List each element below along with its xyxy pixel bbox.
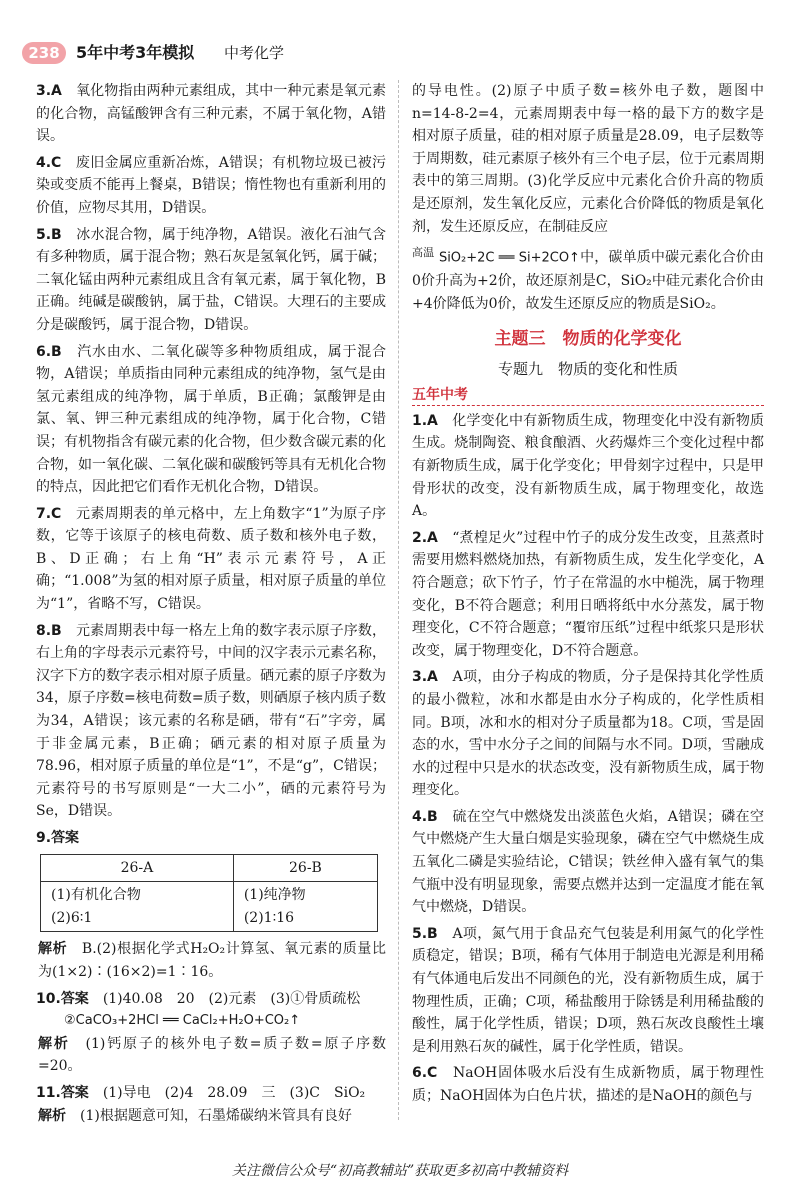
analysis-text: 的导电性。(2)原子中质子数=核外电子数，题图中n=14-8-2=4，元素周期表中每一格的最下方的数字是相对原子质量，硅的相对原子质量是28.09，电子层数等于周期数，硅元素原子核外有三个电子层，位于元素周期表中的第三周期。(3)化学反应中元素化合价升高的物质是还原剂，发生氧化反应，元素化合价降低的物质是氧化剂，发生还原反应，在制硅反应 — [412, 83, 764, 235]
answer-text: 硫在空气中燃烧发出淡蓝色火焰，A错误；磷在空气中燃烧产生大量白烟是实验现象，磷在空气中燃烧生成五氧化二磷是实验结论，C错误；铁丝伸入盛有氧气的集气瓶中没有明显现象，需要点燃并达到一定温度才能在氧气中燃烧，D错误。 — [412, 808, 765, 916]
answer-text: 汽水由水、二氧化碳等多种物质组成，属于混合物，A错误；单质指由同种元素组成的纯净物，氢气是由氢元素组成的纯净物，属于单质，B正确；氯酸钾是由氯、氧、钾三种元素组成的纯净物，属于化合物，C错误；有机物指含有碳元素的化合物，但少数含碳元素的化合物，如一氧化碳、二氧化碳和碳酸钙等具有无机化合物的特点，因此把它们看作无机化合物，D错误。 — [36, 343, 387, 496]
question-number: 1.A — [412, 412, 438, 429]
question-number: 5.B — [412, 925, 438, 942]
answer-r6 — [412, 1062, 764, 1107]
question-number: 4.B — [412, 808, 438, 825]
reaction-paragraph — [412, 242, 764, 315]
analysis-text: B.(2)根据化学式H₂O₂计算氢、氧元素的质量比为(1×2)∶(16×2)=1∶16。 — [38, 941, 387, 980]
table-header-cell: 26-A — [41, 854, 234, 882]
table-cell — [233, 882, 377, 932]
question-number: 3.A — [412, 669, 438, 686]
table-cell-line: (1)有机化合物 — [51, 887, 141, 904]
answer-label: 答案 — [60, 990, 89, 1007]
question-number: 9. — [36, 830, 52, 846]
answer-r3 — [412, 666, 764, 802]
analysis-text: (1)根据题意可知，石墨烯碳纳米管具有良好 — [80, 1107, 352, 1124]
table-cell — [41, 882, 234, 932]
question-number: 6.B — [36, 343, 62, 360]
question-number: 4.C — [36, 154, 62, 171]
topic-title: 专题九 物质的变化和性质 — [497, 360, 678, 379]
answer-r5 — [412, 923, 764, 1059]
table-cell-line: (2)6∶1 — [51, 909, 93, 926]
answer-q11 — [36, 1082, 386, 1105]
answer-text: A项，由分子构成的物质，分子是保持其化学性质的最小微粒，冰和水都是由水分子构成的，化学性质相同。B项，冰和水的相对分子质量都为18。C项，雪是固态的水，雪中水分子之间的间隔与水不同。D项，雪融成水的过程中只是水的状态改变，没有新物质生成，属于物理变化。 — [412, 669, 765, 799]
answer-q10 — [36, 988, 386, 1011]
question-number: 2.A — [412, 529, 438, 546]
analysis-q9 — [36, 938, 386, 983]
answer-table — [40, 854, 378, 933]
answer-q9-heading — [36, 827, 386, 850]
answer-text: A项，氮气用于食品充气包装是利用氮气的化学性质稳定，错误；B项，稀有气体用于制造电光源是利用稀有气体通电后发出不同颜色的光，没有新物质生成，属于物理性质，正确；C项，稀盐酸用于除锈是利用稀盐酸的酸性，属于化学性质，错误；D项，熟石灰改良酸性土壤是利用熟石灰的碱性，属于化学性质，错误。 — [412, 925, 765, 1055]
footer-note: 关注微信公众号“初高教辅站”获取更多初高中教辅资料 — [231, 1163, 569, 1179]
answer-text: 元素周期表中每一格左上角的数字表示原子序数，右上角的字母表示元素符号，中间的汉字表示元素名称，汉字下方的数字表示相对原子质量。硒元素的原子序数为34，原子序数=核电荷数=质子数，则硒原子核内质子数为34，A错误；该元素的名称是硒，带有“石”字旁，属于非金属元素，B正确；硒元素的相对原子质量为78.96，相对原子质量的单位是“1”，不是“g”，C错误；元素符号的书写原则是“一大二小”，硒的元素符号为Se，D错误。 — [36, 622, 387, 820]
question-number: 11. — [36, 1084, 61, 1101]
left-column — [36, 80, 386, 1131]
subject-title: 中考化学 — [224, 44, 285, 62]
analysis-label: 解析 — [38, 941, 68, 958]
answer-q4 — [36, 152, 386, 220]
answer-text: (1)导电 (2)4 28.09 三 (3)C SiO₂ — [102, 1084, 366, 1101]
answer-q3 — [36, 80, 386, 148]
question-number: 7.C — [36, 505, 62, 522]
reaction-condition: 高温 — [412, 246, 435, 260]
analysis-q10 — [36, 1033, 386, 1078]
answer-r2 — [412, 527, 764, 663]
answer-text: 冰水混合物，属于纯净物，A错误。液化石油气含有多种物质，属于混合物；熟石灰是氢氧化钙，属于碱；二氧化锰由两种元素组成且含有氧元素，属于氧化物，B正确。纯碱是碳酸钠，属于盐，C错误。大理石的主要成分是碳酸钙，属于混合物，D错误。 — [36, 226, 387, 333]
question-number: 3.A — [36, 83, 62, 99]
answer-text: 化学变化中有新物质生成，物理变化中没有新物质生成。烧制陶瓷、粮食酿酒、火药爆炸三个变化过程中都有新物质生成，属于化学变化；甲骨刻字过程中，只是甲骨形状的改变，没有新物质生成，属于物理变化，故选A。 — [412, 412, 765, 520]
answer-q8 — [36, 620, 386, 823]
book-series-title: 5年中考3年模拟 — [76, 43, 195, 62]
answer-label: 答案 — [51, 830, 80, 846]
answer-text: (1)40.08 20 (2)元素 (3)①骨质疏松 — [102, 990, 361, 1007]
analysis-text: (1)钙原子的核外电子数=质子数=原子序数=20。 — [38, 1035, 386, 1075]
question-number: 8.B — [36, 622, 62, 639]
analysis-q11-continued — [412, 80, 764, 238]
answer-text: “煮楻足火”过程中竹子的成分发生改变，且蒸煮时需要用燃料燃烧加热，有新物质生成，发生化学变化，A符合题意；砍下竹子，竹子在常温的水中槌洗，属于物理变化，B不符合题意；利用日晒将纸中水分蒸发，属于物理变化，C不符合题意；“覆帘压纸”过程中纸浆只是形状改变，属于物理变化，D不符合题意。 — [412, 529, 764, 659]
answer-r1 — [412, 410, 764, 523]
analysis-label: 解析 — [38, 1035, 70, 1052]
answer-q5 — [36, 224, 386, 337]
table-header-cell: 26-B — [233, 854, 377, 882]
answer-label: 答案 — [60, 1084, 89, 1101]
answer-q6 — [36, 341, 386, 499]
section-label: 五年中考 — [412, 385, 764, 406]
table-cell-line: (1)纯净物 — [243, 887, 306, 904]
reaction-equation: SiO₂+2C ══ Si+2CO↑ — [438, 250, 580, 266]
column-divider — [398, 80, 399, 1120]
answer-r4 — [412, 806, 764, 919]
answer-equation: ②CaCO₃+2HCl ══ CaCl₂+H₂O+CO₂↑ — [64, 1013, 301, 1029]
theme-title: 主题三 物质的化学变化 — [494, 328, 682, 349]
page-header — [22, 42, 778, 66]
answer-text: 元素周期表的单元格中，左上角数字“1”为原子序数，它等于该原子的核电荷数、质子数和核外电子数，B、D正确；右上角“H”表示元素符号，A正确；“1.008”为氢的相对原子质量，相对原子质量的单位为“1”，省略不写，C错误。 — [36, 505, 386, 613]
answer-text: NaOH固体吸水后没有生成新物质，属于物理性质；NaOH固体为白色片状，描述的是NaOH的颜色与 — [412, 1065, 764, 1104]
question-number: 5.B — [36, 226, 62, 243]
right-column — [412, 80, 764, 1112]
question-number: 10. — [36, 990, 61, 1007]
question-number: 6.C — [412, 1065, 438, 1082]
answer-q7 — [36, 503, 386, 616]
analysis-label: 解析 — [38, 1107, 66, 1124]
answer-text: 废旧金属应重新冶炼，A错误；有机物垃圾已被污染或变质不能再上餐桌，B错误；惰性物也有重新利用的价值，应物尽其用，D错误。 — [36, 154, 387, 216]
analysis-text: 中，碳单质中碳元素化合价由0价升高为+2价，故还原剂是C，SiO₂中硅元素化合价由+4价降低为0价，故发生还原反应的物质是SiO₂。 — [412, 249, 765, 312]
page-number: 238 — [22, 42, 66, 64]
table-cell-line: (2)1∶16 — [243, 909, 295, 926]
answer-text: 氧化物指由两种元素组成，其中一种元素是氧元素的化合物，高锰酸钾含有三种元素，不属于氧化物，A错误。 — [36, 83, 387, 145]
analysis-q11 — [36, 1105, 386, 1128]
